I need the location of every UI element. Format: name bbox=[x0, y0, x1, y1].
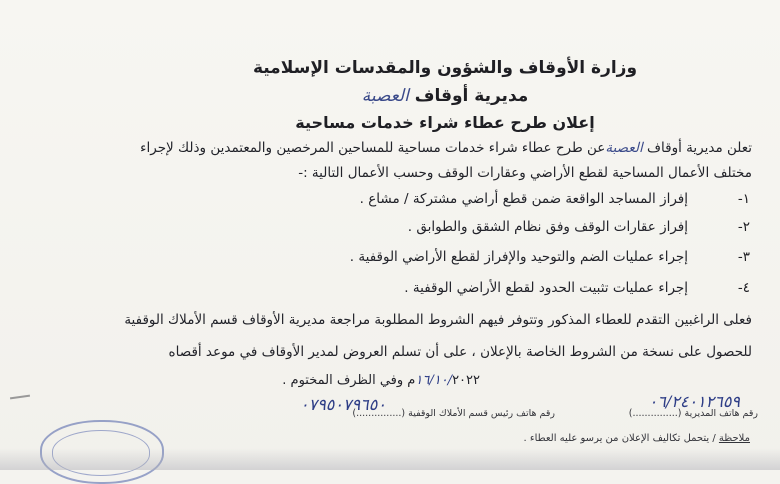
announcement-title: إعلان طرح عطاء شراء خدمات مساحية bbox=[295, 113, 595, 132]
item-number: ٢- bbox=[737, 219, 750, 235]
list-item: إجراء عمليات الضم والتوحيد والإفراز لقطع الأراضي الوقفية . bbox=[349, 249, 688, 265]
intro-line-1 bbox=[140, 140, 752, 156]
directorate-phone-label: رقم هاتف المديرية (...............) bbox=[628, 408, 758, 419]
item-number: ٣- bbox=[737, 249, 750, 265]
paper-edge-shadow bbox=[0, 448, 780, 470]
conditions-line-1: فعلى الراغبين التقدم للعطاء المذكور وتتوفر فيهم الشروط المطلوبة مراجعة مديرية الأوقاف قسم الأملاك الوقفية bbox=[124, 312, 752, 328]
note-text: / يتحمل تكاليف الإعلان من يرسو عليه العطاء . bbox=[523, 433, 716, 444]
deadline bbox=[282, 373, 480, 388]
list-item: إفراز المساجد الواقعة ضمن قطع أراضي مشتركة / مشاع . bbox=[359, 191, 688, 207]
list-item: إجراء عمليات تثبيت الحدود لقطع الأراضي الوقفية . bbox=[404, 280, 688, 296]
directorate-handwritten: العصبة bbox=[361, 86, 409, 106]
list-item: إفراز عقارات الوقف وفق نظام الشقق والطوابق . bbox=[407, 219, 688, 235]
intro-end: عن طرح عطاء شراء خدمات مساحية للمساحين المرخصين والمعتمدين وذلك لإجراء bbox=[140, 140, 606, 156]
deadline-handwritten: ١٦/١٠/ bbox=[415, 373, 453, 388]
note bbox=[524, 433, 750, 444]
directorate-phone-handwritten: ٠٦/٢٤٠١٢٦٥٩ bbox=[648, 392, 740, 411]
head-phone-label: رقم هاتف رئيس قسم الأملاك الوقفية (...............) bbox=[352, 408, 555, 419]
conditions-line-2: للحصول على نسخة من الشروط الخاصة بالإعلان ، على أن تسلم العروض لمدير الأوقاف في موعد أقصاه bbox=[168, 344, 752, 360]
deadline-text: ٢٠٢٢م وفي الظرف المختوم . bbox=[282, 373, 480, 388]
note-label: ملاحظة bbox=[718, 433, 750, 444]
head-phone-handwritten: ٠٧٩٥٠٧٩٦٥٠ bbox=[300, 395, 386, 414]
item-number: ٤- bbox=[737, 280, 750, 296]
intro-start: تعلن مديرية أوقاف bbox=[647, 140, 752, 156]
paper-mark bbox=[10, 395, 30, 400]
directorate-name bbox=[55, 86, 780, 106]
intro-line-2: مختلف الأعمال المساحية لقطع الأراضي وعقارات الوقف وحسب الأعمال التالية :- bbox=[298, 165, 752, 181]
ministry-name: وزارة الأوقاف والشؤون والمقدسات الإسلامية bbox=[252, 58, 638, 78]
intro-handwritten: العصبة bbox=[605, 140, 643, 156]
directorate-prefix: مديرية أوقاف bbox=[414, 86, 529, 106]
item-number: ١- bbox=[737, 191, 750, 207]
